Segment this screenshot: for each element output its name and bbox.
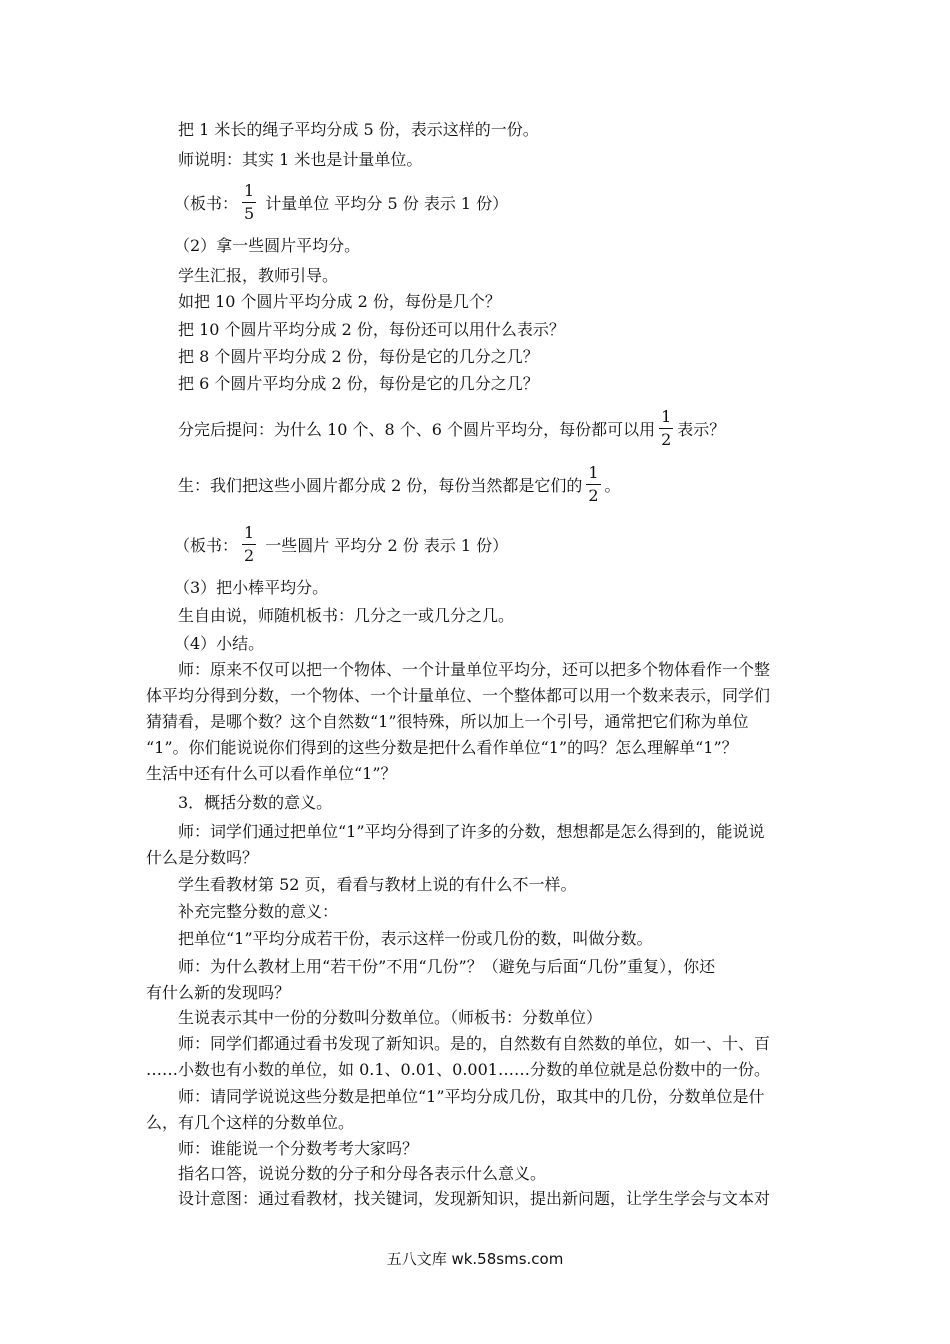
board-note-line	[174, 523, 509, 567]
fraction-bar	[242, 202, 256, 203]
board-note-line	[174, 181, 509, 225]
fraction-bar	[659, 428, 673, 429]
fraction-bar	[586, 484, 600, 485]
paragraph-line: 师：为什么教材上用“若干份”不用“几份”？（避免与后面“几份”重复），你还	[178, 957, 716, 976]
numerator: 1	[661, 407, 672, 426]
text-line: （4）小结。	[174, 634, 265, 653]
text-line: 学生汇报，教师引导。	[178, 266, 339, 285]
text-line: 把 10 个圆片平均分成 2 份，每份还可以用什么表示？	[178, 320, 565, 339]
text-line: 生自由说，师随机板书：几分之一或几分之几。	[178, 606, 515, 625]
denominator: 2	[244, 546, 255, 565]
text-line: （3）把小棒平均分。	[174, 578, 329, 597]
paragraph-line: 师：原来不仅可以把一个物体、一个计量单位平均分，还可以把多个物体看作一个整	[178, 660, 771, 679]
text-line: 师说明：其实 1 米也是计量单位。	[178, 150, 423, 169]
text-line: 把单位“1”平均分成若干份，表示这样一份或几份的数，叫做分数。	[178, 929, 653, 948]
paragraph-line: 师：词学们通过把单位“1”平均分得到了许多的分数，想想都是怎么得到的，能说说	[178, 822, 765, 841]
paragraph-line: 猜猜看，是哪个数？这个自然数“1”很特殊，所以加上一个引号，通常把它们称为单位	[146, 712, 749, 731]
paragraph-line: 设计意图：通过看教材，找关键词，发现新知识，提出新问题，让学生学会与文本对	[178, 1189, 771, 1208]
paragraph-line: 体平均分得到分数，一个物体、一个计量单位、一个整体都可以用一个数来表示，同学们	[146, 686, 771, 705]
paragraph-line: “1”。你们能说说你们得到的这些分数是把什么看作单位“1”的吗？怎么理解单“1”？	[146, 738, 738, 757]
paragraph-line: 么，有几个这样的分数单位。	[146, 1113, 355, 1132]
paragraph-line: 什么是分数吗？	[146, 848, 259, 867]
numerator: 1	[244, 181, 255, 200]
text-segment: 表示？	[677, 420, 726, 439]
text-line: 把 6 个圆片平均分成 2 份，每份是它的几分之几？	[178, 374, 539, 393]
text-line-with-fraction	[178, 463, 621, 507]
text-line: 补充完整分数的意义：	[178, 902, 339, 921]
text-line: （2）拿一些圆片平均分。	[174, 236, 361, 255]
text-line: 师：谁能说一个分数考考大家吗？	[178, 1139, 419, 1158]
text-segment: （板书：	[174, 194, 239, 213]
text-line: 指名口答，说说分数的分子和分母各表示什么意义。	[178, 1164, 547, 1183]
denominator: 2	[588, 486, 599, 505]
text-segment: （板书：	[174, 536, 239, 555]
fraction	[242, 524, 256, 565]
text-segment: 。	[604, 476, 621, 495]
numerator: 1	[588, 463, 599, 482]
numerator: 1	[244, 523, 255, 542]
text-segment: 计量单位 平均分 5 份 表示 1 份）	[265, 194, 509, 213]
paragraph-line: 有什么新的发现吗？	[146, 983, 291, 1002]
denominator: 2	[661, 430, 672, 449]
paragraph-line: ……小数也有小数的单位，如 0.1、0.01、0.001……分数的单位就是总份数中的一份。	[146, 1060, 770, 1079]
denominator: 5	[244, 204, 255, 223]
text-line: 生说表示其中一份的分数叫分数单位。（师板书：分数单位）	[178, 1008, 603, 1027]
page-footer-watermark: 五八文库 wk.58sms.com	[386, 1250, 564, 1268]
text-line-with-fraction	[178, 407, 726, 451]
text-segment: 分完后提问：为什么 10 个、8 个、6 个圆片平均分，每份都可以用	[178, 420, 656, 439]
paragraph-line: 生活中还有什么可以看作单位“1”？	[146, 764, 397, 783]
text-line: 把 1 米长的绳子平均分成 5 份，表示这样的一份。	[178, 120, 539, 139]
paragraph-line: 师：同学们都通过看书发现了新知识。是的，自然数有自然数的单位，如一、十、百	[178, 1034, 771, 1053]
text-line: 学生看教材第 52 页，看看与教材上说的有什么不一样。	[178, 875, 577, 894]
text-segment: 生：我们把这些小圆片都分成 2 份，每份当然都是它们的	[178, 476, 583, 495]
paragraph-line: 师：请同学说说这些分数是把单位“1”平均分成几份，取其中的几份，分数单位是什	[178, 1087, 765, 1106]
fraction-bar	[242, 544, 256, 545]
section-heading: 3．概括分数的意义。	[178, 793, 333, 812]
fraction	[659, 408, 673, 449]
fraction	[586, 464, 600, 505]
text-segment: 一些圆片 平均分 2 份 表示 1 份）	[265, 536, 509, 555]
text-line: 如把 10 个圆片平均分成 2 份，每份是几个？	[178, 292, 501, 311]
fraction	[242, 182, 256, 223]
text-line: 把 8 个圆片平均分成 2 份，每份是它的几分之几？	[178, 347, 539, 366]
